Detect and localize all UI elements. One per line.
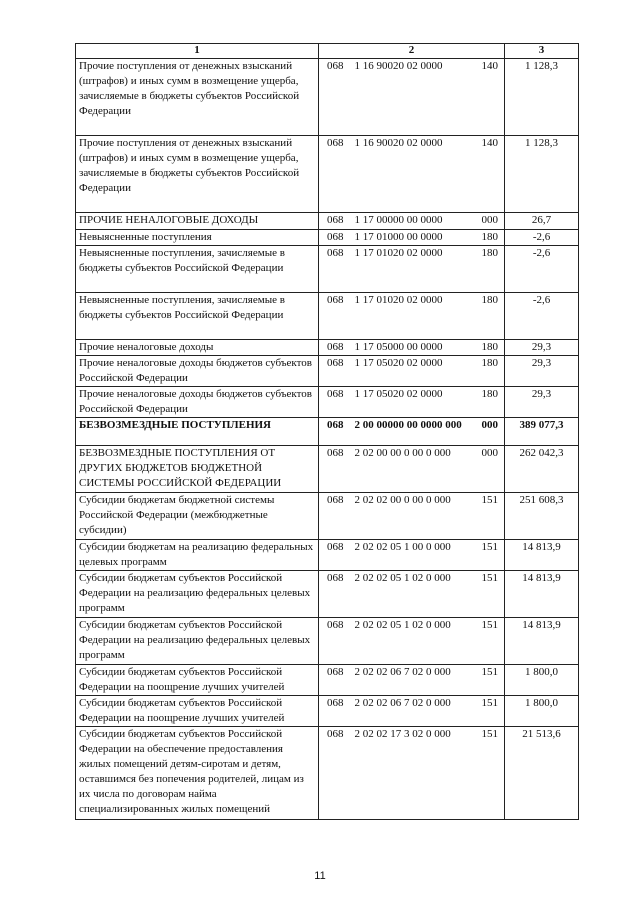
row-admin-code: 068: [319, 665, 352, 696]
row-kbk-code: 2 02 02 06 7 02 0 000: [352, 665, 474, 696]
row-amount: -2,6: [505, 230, 579, 246]
row-subcode: 000: [474, 213, 505, 230]
table-row: [76, 727, 579, 820]
row-name: БЕЗВОЗМЕЗДНЫЕ ПОСТУПЛЕНИЯ ОТ ДРУГИХ БЮДЖЕТОВ БЮДЖЕТНОЙ СИСТЕМЫ РОССИЙСКОЙ ФЕДЕРАЦИИ: [76, 446, 319, 493]
row-subcode: 151: [474, 493, 505, 540]
table-row: [76, 59, 579, 136]
row-admin-code: 068: [319, 230, 352, 246]
row-kbk-code: 2 02 02 05 1 02 0 000: [352, 618, 474, 665]
row-subcode: 180: [474, 246, 505, 293]
row-subcode: 140: [474, 136, 505, 213]
row-admin-code: 068: [319, 493, 352, 540]
row-admin-code: 068: [319, 571, 352, 618]
row-subcode: 000: [474, 418, 505, 446]
row-kbk-code: 2 02 02 05 1 00 0 000: [352, 540, 474, 571]
row-admin-code: 068: [319, 618, 352, 665]
table-row: [76, 418, 579, 446]
table-body: [76, 44, 579, 820]
row-name: Субсидии бюджетам субъектов Российской Федерации на поощрение лучших учителей: [76, 696, 319, 727]
row-subcode: 180: [474, 356, 505, 387]
table-header-row: [76, 44, 579, 59]
row-kbk-code: 2 00 00000 00 0000 000: [352, 418, 474, 446]
table-row: [76, 230, 579, 246]
row-amount: -2,6: [505, 293, 579, 340]
row-admin-code: 068: [319, 727, 352, 820]
row-admin-code: 068: [319, 59, 352, 136]
row-name: Субсидии бюджетам субъектов Российской Федерации на поощрение лучших учителей: [76, 665, 319, 696]
row-subcode: 180: [474, 230, 505, 246]
table-row: [76, 387, 579, 418]
table-row: [76, 136, 579, 213]
row-kbk-code: 2 02 02 05 1 02 0 000: [352, 571, 474, 618]
row-name: Невыясненные поступления, зачисляемые в бюджеты субъектов Российской Федерации: [76, 293, 319, 340]
row-amount: -2,6: [505, 246, 579, 293]
row-amount: 29,3: [505, 387, 579, 418]
row-admin-code: 068: [319, 340, 352, 356]
row-subcode: 180: [474, 387, 505, 418]
row-admin-code: 068: [319, 540, 352, 571]
row-kbk-code: 2 02 02 00 0 00 0 000: [352, 493, 474, 540]
table-row: [76, 213, 579, 230]
row-kbk-code: 1 17 00000 00 0000: [352, 213, 474, 230]
row-kbk-code: 1 16 90020 02 0000: [352, 59, 474, 136]
row-subcode: 151: [474, 571, 505, 618]
row-kbk-code: 1 17 01020 02 0000: [352, 293, 474, 340]
row-admin-code: 068: [319, 246, 352, 293]
row-amount: 1 128,3: [505, 136, 579, 213]
row-admin-code: 068: [319, 293, 352, 340]
row-kbk-code: 1 17 05020 02 0000: [352, 387, 474, 418]
table-row: [76, 356, 579, 387]
table-row: [76, 540, 579, 571]
row-subcode: 000: [474, 446, 505, 493]
row-admin-code: 068: [319, 136, 352, 213]
row-amount: 262 042,3: [505, 446, 579, 493]
row-name: Субсидии бюджетам бюджетной системы Российской Федерации (межбюджетные субсидии): [76, 493, 319, 540]
row-amount: 14 813,9: [505, 571, 579, 618]
budget-table: [75, 43, 579, 820]
row-subcode: 180: [474, 293, 505, 340]
row-amount: 1 800,0: [505, 665, 579, 696]
row-name: ПРОЧИЕ НЕНАЛОГОВЫЕ ДОХОДЫ: [76, 213, 319, 230]
row-kbk-code: 2 02 02 17 3 02 0 000: [352, 727, 474, 820]
row-admin-code: 068: [319, 213, 352, 230]
row-admin-code: 068: [319, 418, 352, 446]
table-row: [76, 340, 579, 356]
row-subcode: 151: [474, 696, 505, 727]
column-header-1: 1: [76, 44, 319, 59]
row-admin-code: 068: [319, 446, 352, 493]
table-row: [76, 246, 579, 293]
row-admin-code: 068: [319, 696, 352, 727]
row-name: Прочие неналоговые доходы бюджетов субъектов Российской Федерации: [76, 356, 319, 387]
table-row: [76, 696, 579, 727]
row-subcode: 140: [474, 59, 505, 136]
row-kbk-code: 1 17 05020 02 0000: [352, 356, 474, 387]
row-amount: 389 077,3: [505, 418, 579, 446]
row-name: Прочие неналоговые доходы бюджетов субъектов Российской Федерации: [76, 387, 319, 418]
row-amount: 251 608,3: [505, 493, 579, 540]
column-header-3: 3: [505, 44, 579, 59]
row-admin-code: 068: [319, 356, 352, 387]
table-row: [76, 293, 579, 340]
row-kbk-code: 2 02 02 06 7 02 0 000: [352, 696, 474, 727]
table-row: [76, 618, 579, 665]
row-kbk-code: 1 17 01000 00 0000: [352, 230, 474, 246]
row-subcode: 151: [474, 540, 505, 571]
row-name: Субсидии бюджетам субъектов Российской Федерации на обеспечение предоставления жилых помещений детям-сиротам и детям, оставшимся без попечения родителей, лицам из их числа по договорам найма специализированных жилых помещений: [76, 727, 319, 820]
row-name: Прочие поступления от денежных взысканий (штрафов) и иных сумм в возмещение ущерба, зачисляемые в бюджеты субъектов Российской Федерации: [76, 136, 319, 213]
row-kbk-code: 1 17 05000 00 0000: [352, 340, 474, 356]
row-amount: 14 813,9: [505, 618, 579, 665]
row-subcode: 151: [474, 727, 505, 820]
table-row: [76, 665, 579, 696]
table-row: [76, 446, 579, 493]
row-admin-code: 068: [319, 387, 352, 418]
row-amount: 1 128,3: [505, 59, 579, 136]
row-kbk-code: 1 17 01020 02 0000: [352, 246, 474, 293]
row-amount: 26,7: [505, 213, 579, 230]
row-name: БЕЗВОЗМЕЗДНЫЕ ПОСТУПЛЕНИЯ: [76, 418, 319, 446]
row-amount: 29,3: [505, 356, 579, 387]
row-amount: 1 800,0: [505, 696, 579, 727]
row-amount: 21 513,6: [505, 727, 579, 820]
row-name: Невыясненные поступления, зачисляемые в бюджеты субъектов Российской Федерации: [76, 246, 319, 293]
row-subcode: 180: [474, 340, 505, 356]
row-name: Прочие поступления от денежных взысканий (штрафов) и иных сумм в возмещение ущерба, зачисляемые в бюджеты субъектов Российской Федерации: [76, 59, 319, 136]
table-row: [76, 493, 579, 540]
row-name: Невыясненные поступления: [76, 230, 319, 246]
row-subcode: 151: [474, 665, 505, 696]
row-name: Прочие неналоговые доходы: [76, 340, 319, 356]
row-subcode: 151: [474, 618, 505, 665]
row-name: Субсидии бюджетам субъектов Российской Федерации на реализацию федеральных целевых программ: [76, 571, 319, 618]
row-amount: 14 813,9: [505, 540, 579, 571]
row-name: Субсидии бюджетам на реализацию федеральных целевых программ: [76, 540, 319, 571]
column-header-2: 2: [319, 44, 505, 59]
page-number: 11: [314, 870, 326, 882]
row-kbk-code: 1 16 90020 02 0000: [352, 136, 474, 213]
row-name: Субсидии бюджетам субъектов Российской Федерации на реализацию федеральных целевых программ: [76, 618, 319, 665]
table-row: [76, 571, 579, 618]
row-kbk-code: 2 02 00 00 0 00 0 000: [352, 446, 474, 493]
row-amount: 29,3: [505, 340, 579, 356]
